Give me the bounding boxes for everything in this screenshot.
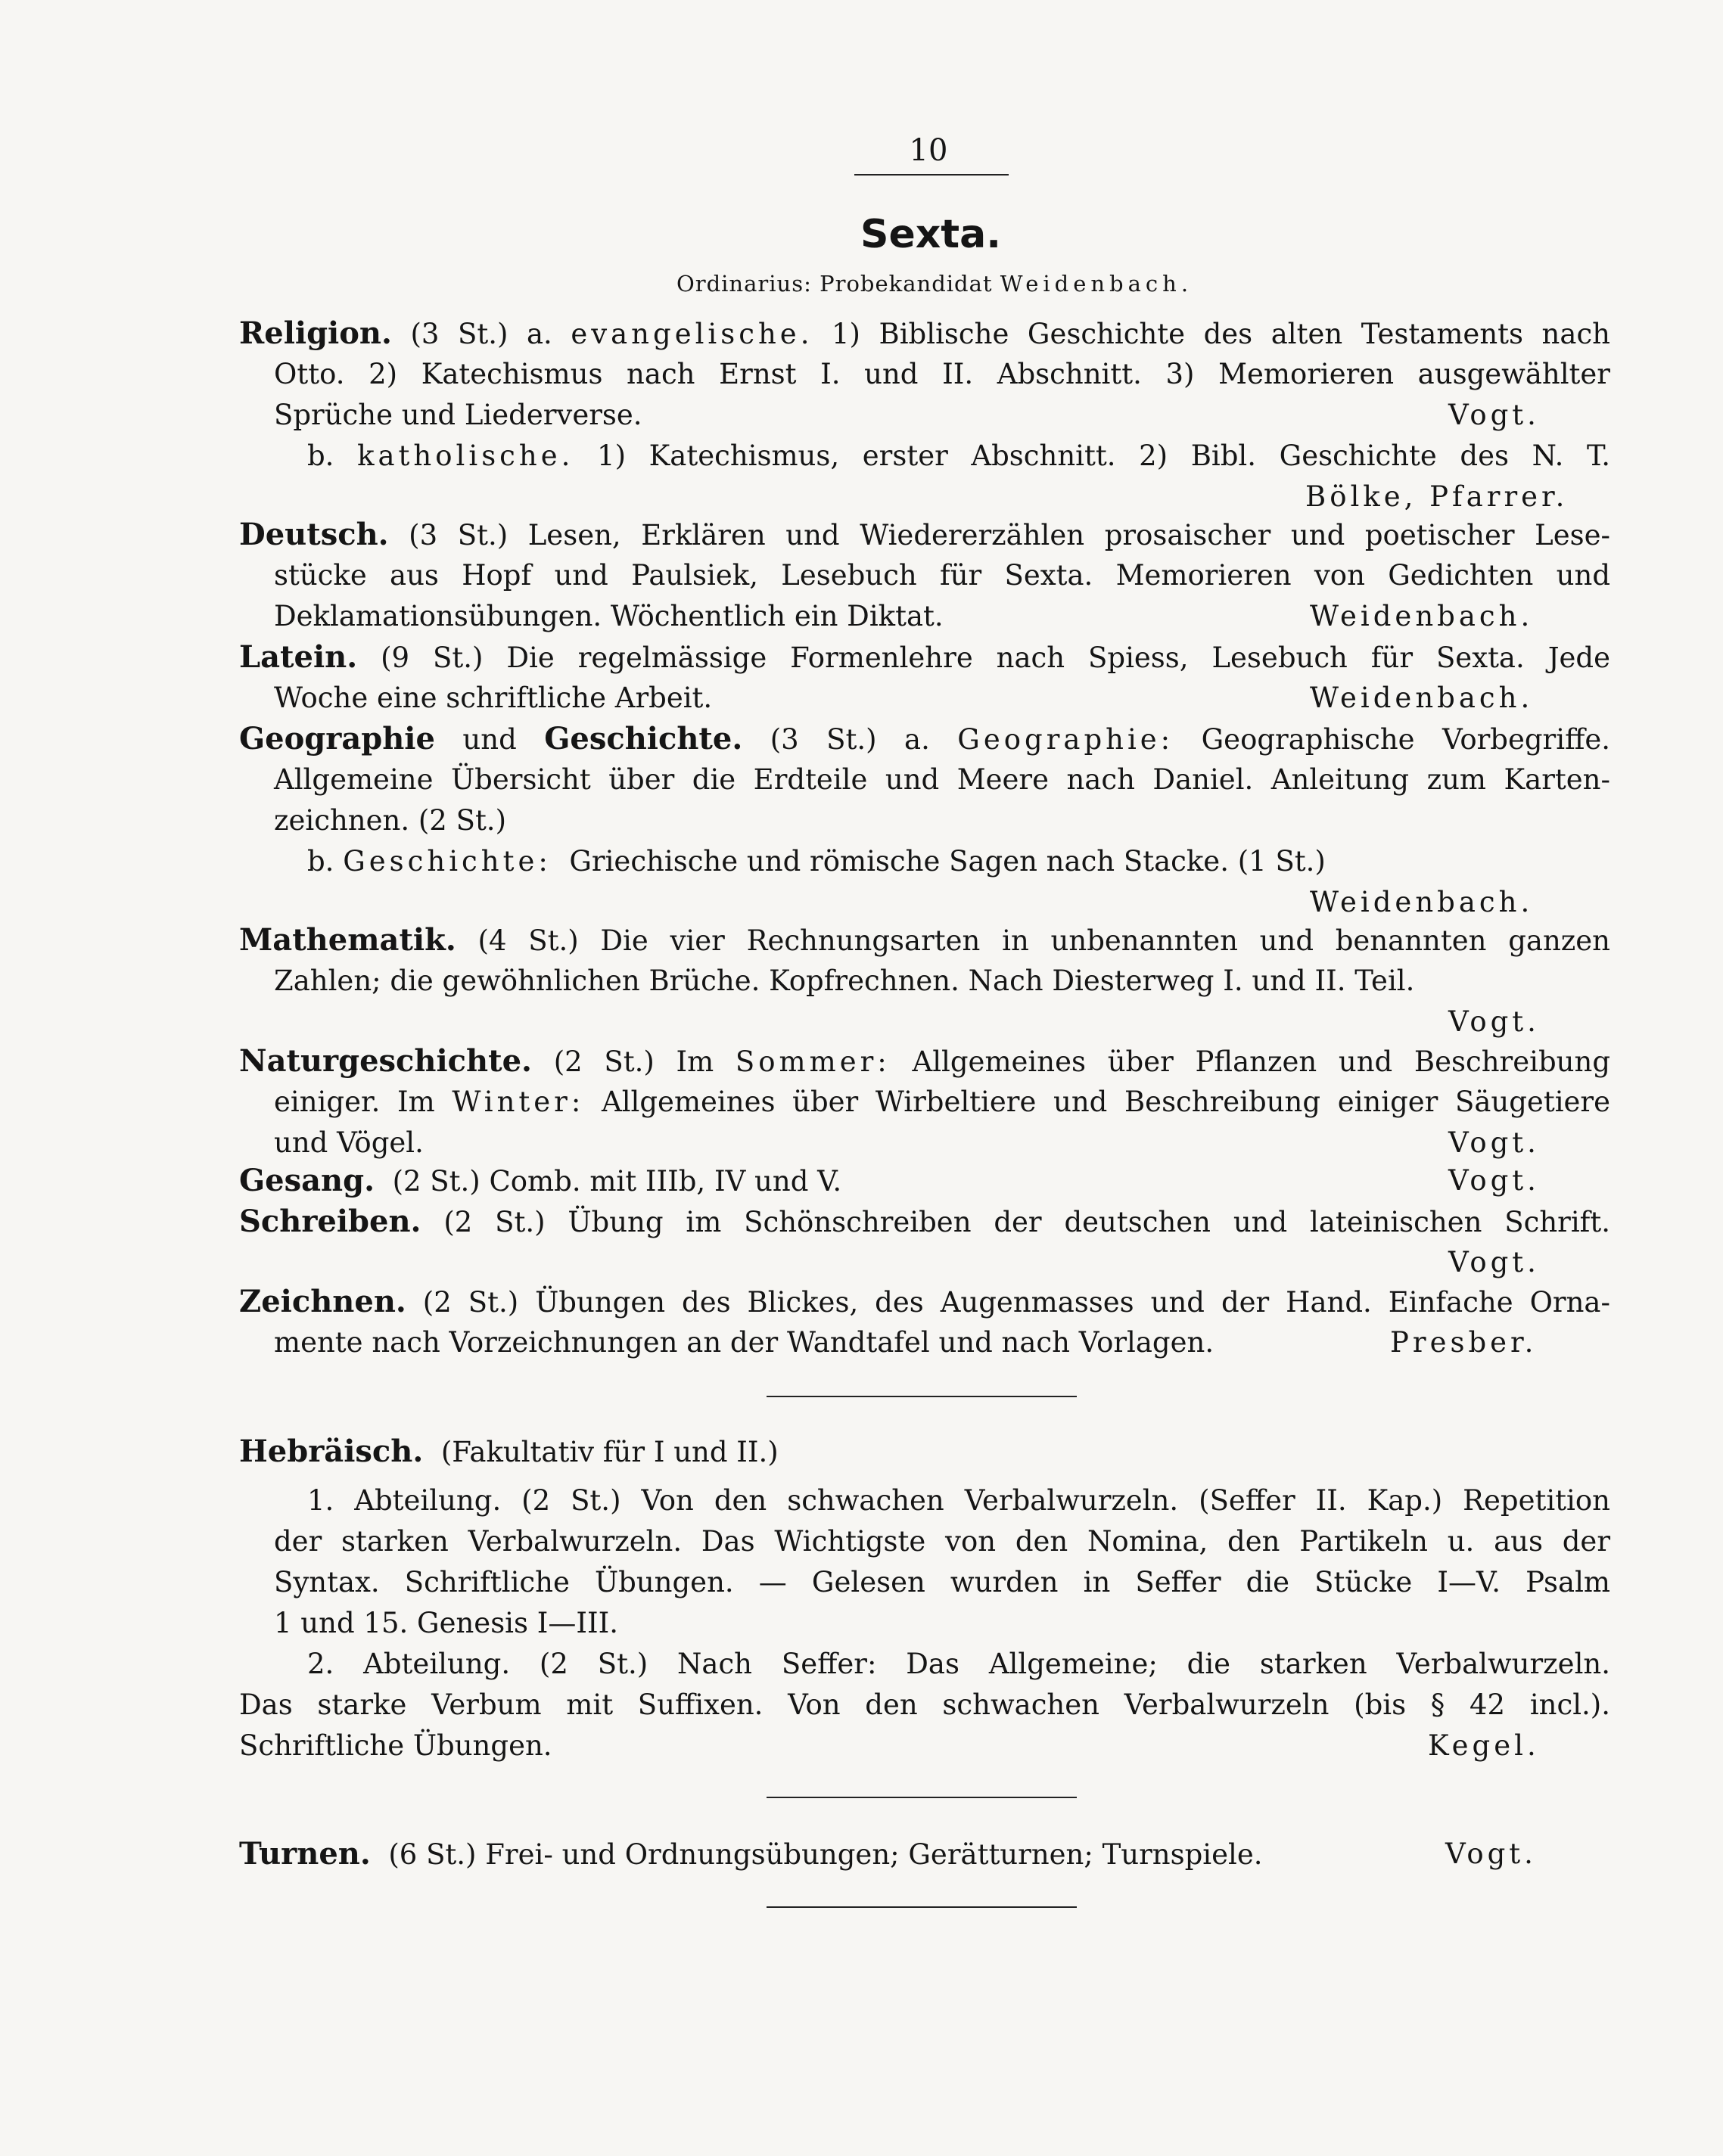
religion-text: b. [307, 440, 334, 472]
schreiben-heading: Schreiben. [239, 1204, 421, 1239]
religion-line-3: Sprüche und Liederverse. [274, 399, 642, 431]
religion-signature-1: Vogt. [1448, 399, 1540, 431]
zeichnen-line-1 [239, 1281, 1610, 1323]
deutsch-line-1 [239, 514, 1610, 556]
natur-text: (2 St.) Im [553, 1045, 714, 1078]
natur-spaced: Sommer: [735, 1045, 891, 1078]
deutsch-line-3: Deklamationsübungen. Wöchentlich ein Diktat. [274, 600, 944, 632]
natur-heading: Naturgeschichte. [239, 1043, 532, 1079]
latein-heading: Latein. [239, 639, 358, 675]
geo-text: Geographische Vorbegriffe. [1201, 723, 1611, 756]
natur-signature: Vogt. [1448, 1126, 1540, 1159]
deutsch-heading: Deutsch. [239, 517, 389, 552]
hebr-line-6: 2. Abteilung. (2 St.) Nach Seffer: Das Allgemeine; die starken Verbalwurzeln. [307, 1648, 1610, 1680]
hebr-line-7: Das starke Verbum mit Suffixen. Von den schwachen Verbalwurzeln (bis § 42 incl.). [239, 1688, 1610, 1721]
natur-line-3: und Vögel. [274, 1126, 424, 1159]
religion-signature-2: Bölke, Pfarrer. [1305, 480, 1569, 513]
mathe-signature: Vogt. [1448, 1005, 1540, 1038]
ordinarius-label: Ordinarius: [676, 271, 812, 297]
geo-line-1 [239, 719, 1610, 760]
natur-text: einiger. Im [274, 1086, 435, 1118]
mathe-line-2: Zahlen; die gewöhnlichen Brüche. Kopfrechnen. Nach Diesterweg I. und II. Teil. [274, 965, 1415, 997]
ordinarius-value: Probekandidat [820, 271, 993, 297]
latein-line-2: Woche eine schriftliche Arbeit. [274, 682, 713, 714]
latein-text: (9 St.) Die regelmässige Formenlehre nach Spiess, Lesebuch für Sexta. Jede [381, 642, 1610, 674]
geo-line-3: zeichnen. (2 St.) [274, 804, 507, 837]
page-title: Sexta. [860, 212, 1001, 257]
geo-signature: Weidenbach. [1310, 886, 1534, 918]
zeichnen-heading: Zeichnen. [239, 1284, 406, 1319]
natur-line-1 [239, 1041, 1610, 1083]
religion-text: (3 St.) a. [410, 318, 552, 350]
geo-text: Griechische und römische Sagen nach Stacke. (1 St.) [569, 845, 1326, 878]
religion-line-1 [239, 313, 1610, 355]
religion-spaced: evangelische. [571, 318, 813, 350]
schreiben-line-1 [239, 1201, 1610, 1243]
religion-line-4 [307, 436, 1610, 477]
mathe-heading: Mathematik. [239, 922, 456, 958]
zeichnen-signature: Presber. [1390, 1326, 1538, 1359]
latein-line-1 [239, 637, 1610, 679]
geo-line-2: Allgemeine Übersicht über die Erdteile und Meere nach Daniel. Anleitung zum Karten- [274, 763, 1610, 796]
geo-text: b. [307, 845, 334, 878]
geo-spaced: Geschichte: [343, 845, 552, 878]
schreiben-signature: Vogt. [1448, 1246, 1540, 1278]
hebr-line-4: Syntax. Schriftliche Übungen. — Gelesen wurden in Seffer die Stücke I—V. Psalm [274, 1566, 1610, 1598]
hebr-signature: Kegel. [1428, 1729, 1540, 1762]
gesang-signature: Vogt. [1448, 1164, 1540, 1197]
hebr-line-2: 1. Abteilung. (2 St.) Von den schwachen Verbalwurzeln. (Seffer II. Kap.) Repetition [307, 1484, 1610, 1517]
religion-line-2: Otto. 2) Katechismus nach Ernst I. und II. Abschnitt. 3) Memorieren ausgewählter [274, 358, 1610, 390]
hebr-line-1 [239, 1431, 1610, 1473]
header-rule [854, 174, 1009, 176]
ordinarius-name: Weidenbach. [1000, 271, 1193, 297]
hebr-line-8: Schriftliche Übungen. [239, 1729, 552, 1762]
geo-heading-2: Geschichte. [544, 721, 743, 756]
gesang-line-1 [239, 1160, 1610, 1202]
geo-spaced: Geographie: [957, 723, 1174, 756]
hebr-line-5: 1 und 15. Genesis I—III. [274, 1607, 618, 1639]
section-rule [767, 1906, 1077, 1908]
page-number: 10 [909, 133, 948, 168]
natur-text: Allgemeines über Pflanzen und Beschreibung [912, 1045, 1611, 1078]
deutsch-text: (3 St.) Lesen, Erklären und Wiedererzählen prosaischer und poetischer Lese- [409, 519, 1610, 551]
latein-signature: Weidenbach. [1310, 682, 1534, 714]
mathe-text: (4 St.) Die vier Rechnungsarten in unbenannten und benannten ganzen [477, 924, 1611, 957]
turnen-heading: Turnen. [239, 1836, 371, 1872]
religion-text: 1) Biblische Geschichte des alten Testaments nach [832, 318, 1610, 350]
zeichnen-line-2: mente nach Vorzeichnungen an der Wandtafel und nach Vorlagen. [274, 1326, 1214, 1359]
religion-spaced: katholische. [357, 440, 574, 472]
hebr-heading: Hebräisch. [239, 1434, 424, 1469]
gesang-heading: Gesang. [239, 1163, 375, 1198]
zeichnen-text: (2 St.) Übungen des Blickes, des Augenmasses und der Hand. Einfache Orna- [422, 1286, 1610, 1319]
turnen-line-1 [239, 1834, 1610, 1875]
section-rule [767, 1396, 1077, 1397]
ordinarius-line [0, 271, 1723, 297]
turnen-signature: Vogt. [1445, 1838, 1537, 1870]
schreiben-text: (2 St.) Übung im Schönschreiben der deutschen und lateinischen Schrift. [443, 1206, 1610, 1238]
natur-spaced: Winter: [452, 1086, 585, 1118]
turnen-text: (6 St.) Frei- und Ordnungsübungen; Gerätturnen; Turnspiele. [388, 1838, 1263, 1871]
geo-line-4 [307, 841, 1610, 882]
religion-text: 1) Katechismus, erster Abschnitt. 2) Bibl. Geschichte des N. T. [597, 440, 1610, 472]
hebr-line-3: der starken Verbalwurzeln. Das Wichtigste von den Nomina, den Partikeln u. aus der [274, 1525, 1610, 1558]
geo-text: (3 St.) a. [770, 723, 930, 756]
hebr-text: (Fakultativ für I und II.) [440, 1436, 779, 1468]
natur-line-2 [274, 1082, 1610, 1123]
religion-heading: Religion. [239, 315, 392, 351]
natur-text: Allgemeines über Wirbeltiere und Beschreibung einiger Säugetiere [601, 1086, 1611, 1118]
section-rule [767, 1797, 1077, 1798]
geo-und: und [462, 723, 517, 756]
gesang-text: (2 St.) Comb. mit IIIb, IV und V. [392, 1165, 842, 1198]
geo-heading-1: Geographie [239, 721, 435, 756]
deutsch-signature: Weidenbach. [1310, 600, 1534, 632]
deutsch-line-2: stücke aus Hopf und Paulsiek, Lesebuch für Sexta. Memorieren von Gedichten und [274, 559, 1610, 592]
mathe-line-1 [239, 920, 1610, 962]
